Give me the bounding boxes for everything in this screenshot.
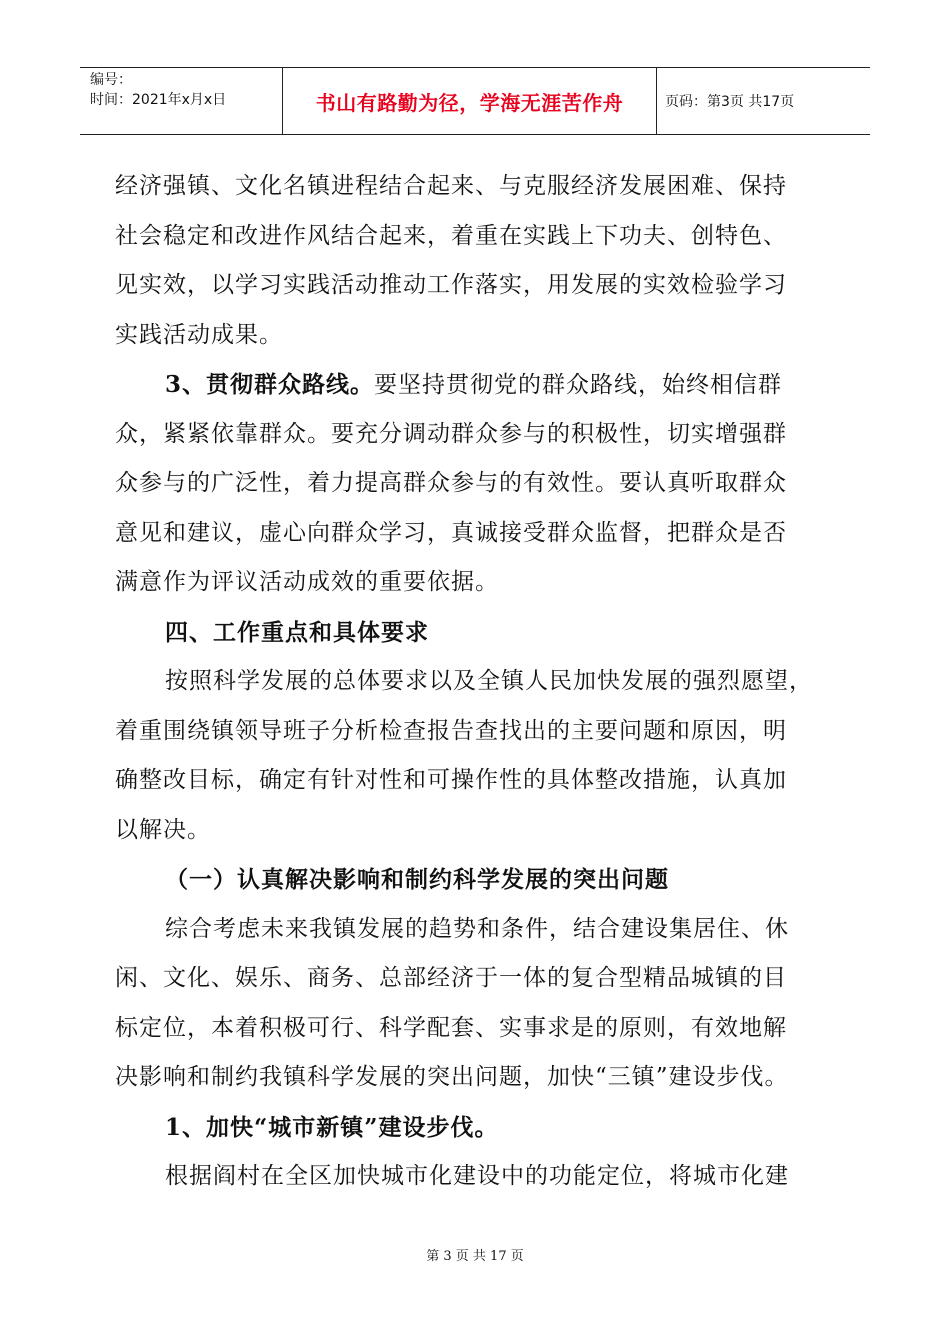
document-header xyxy=(80,67,870,135)
text-line xyxy=(115,756,845,806)
bold-heading-text: （一）认真解决影响和制约科学发展的突出问题 xyxy=(165,866,669,893)
line-text: 决影响和制约我镇科学发展的突出问题，加快“三镇”建设步伐。 xyxy=(115,1064,789,1090)
line-text: 要坚持贯彻党的群众路线，始终相信群 xyxy=(374,372,783,398)
line-text: 众参与的广泛性，着力提高群众参与的有效性。要认真听取群众 xyxy=(115,470,787,496)
text-line xyxy=(115,558,845,608)
line-text: 综合考虑未来我镇发展的趋势和条件，结合建设集居住、休 xyxy=(165,915,789,942)
line-text: 社会稳定和改进作风结合起来，着重在实践上下功夫、创特色、 xyxy=(115,222,787,249)
text-line xyxy=(115,1103,845,1153)
text-line xyxy=(115,855,845,905)
page-footer: 第 3 页 共 17 页 xyxy=(426,1249,524,1264)
text-line xyxy=(115,707,845,757)
text-line xyxy=(115,212,845,262)
text-line xyxy=(115,311,845,361)
line-text: 着重围绕镇领导班子分析检查报告查找出的主要问题和原因，明 xyxy=(115,717,787,744)
line-text: 根据阎村在全区加快城市化建设中的功能定位，将城市化建 xyxy=(165,1163,789,1189)
text-line xyxy=(115,162,845,212)
text-line xyxy=(115,954,845,1004)
header-page-info: 页码：第3页 共17页 xyxy=(665,94,795,110)
text-line xyxy=(115,657,845,707)
text-line xyxy=(115,410,845,460)
line-text: 满意作为评议活动成效的重要依据。 xyxy=(115,569,499,595)
text-line xyxy=(115,806,845,856)
document-body xyxy=(115,162,845,1202)
text-line xyxy=(115,360,845,410)
text-line xyxy=(115,1053,845,1103)
text-line xyxy=(115,509,845,559)
bold-heading-text: 3、贯彻群众路线。 xyxy=(165,371,375,398)
line-text: 见实效，以学习实践活动推动工作落实，用发展的实效检验学习 xyxy=(115,272,787,298)
line-text: 经济强镇、文化名镇进程结合起来、与克服经济发展困难、保持 xyxy=(115,173,787,199)
line-text: 以解决。 xyxy=(115,816,211,843)
text-line xyxy=(115,459,845,509)
bold-heading-text: 1、加快“城市新镇”建设步伐。 xyxy=(165,1113,499,1141)
line-text: 标定位，本着积极可行、科学配套、实事求是的原则，有效地解 xyxy=(115,1014,787,1041)
header-meta xyxy=(80,68,283,134)
line-text: 实践活动成果。 xyxy=(115,321,283,348)
text-line xyxy=(115,905,845,955)
header-motto: 书山有路勤为径，学海无涯苦作舟 xyxy=(283,68,657,134)
document-time-label: 时间：2021年x月x日 xyxy=(90,92,227,108)
line-text: 闲、文化、娱乐、商务、总部经济于一体的复合型精品城镇的目 xyxy=(115,965,787,991)
line-text: 意见和建议，虚心向群众学习，真诚接受群众监督，把群众是否 xyxy=(115,519,787,546)
text-line xyxy=(115,1152,845,1202)
line-text: 按照科学发展的总体要求以及全镇人民加快发展的强烈愿望， xyxy=(165,668,813,694)
bold-heading-text: 四、工作重点和具体要求 xyxy=(165,618,429,646)
document-number-label: 编号： xyxy=(90,72,132,88)
text-line xyxy=(115,608,845,658)
text-line xyxy=(115,261,845,311)
text-line xyxy=(115,1004,845,1054)
line-text: 众，紧紧依靠群众。要充分调动群众参与的积极性，切实增强群 xyxy=(115,420,787,447)
line-text: 确整改目标，确定有针对性和可操作性的具体整改措施，认真加 xyxy=(115,767,787,793)
